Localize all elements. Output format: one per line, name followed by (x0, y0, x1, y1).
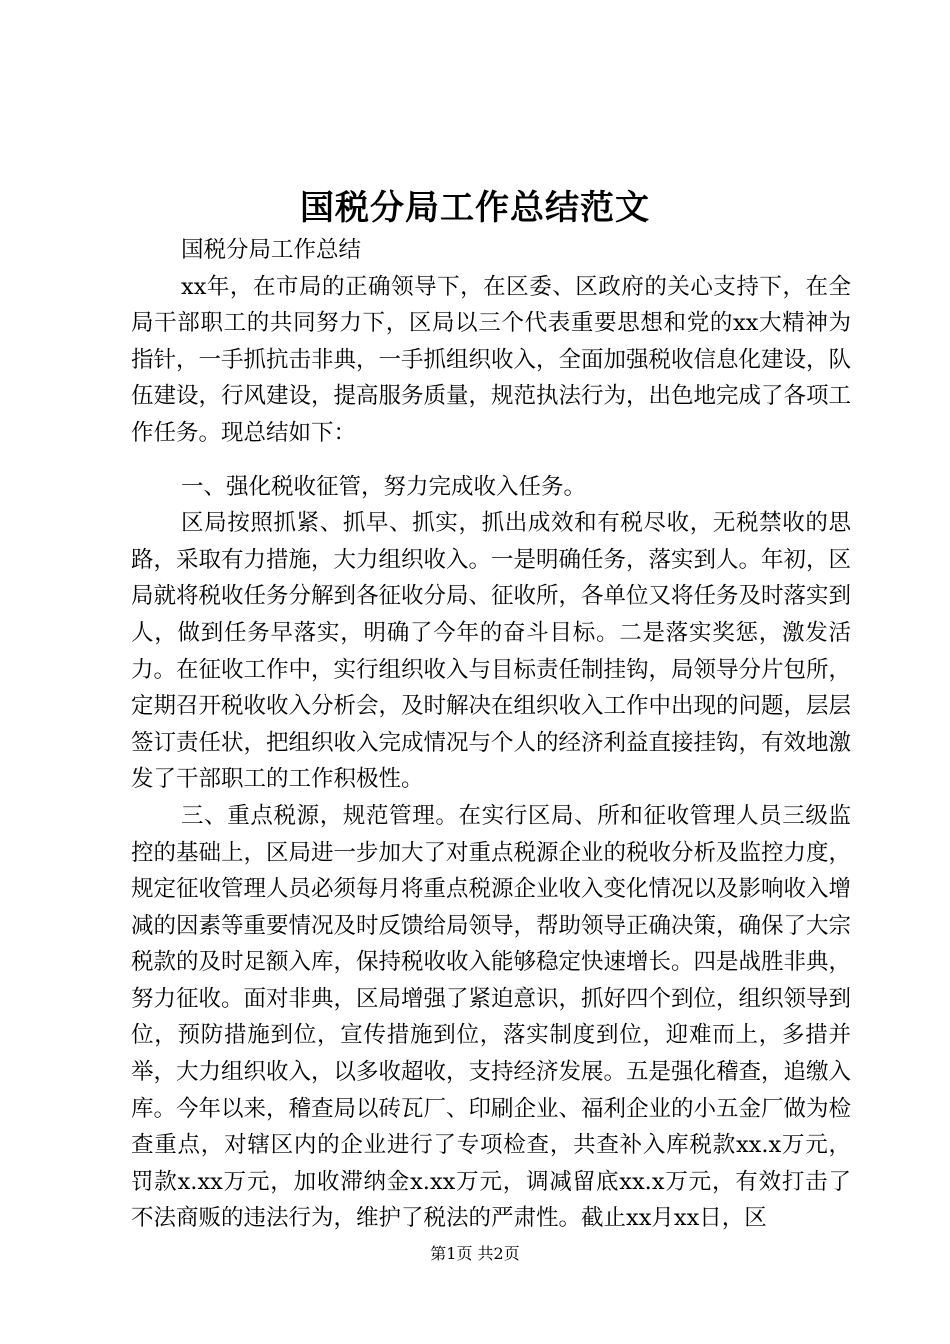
intro-paragraph: xx年，在市局的正确领导下，在区委、区政府的关心支持下，在全局干部职工的共同努力下，区局以三个代表重要思想和党的xx大精神为指针，一手抓抗击非典，一手抓组织收入，全面加强税收信息化建设，队伍建设，行风建设，提高服务质量，规范执法行为，出色地完成了各项工作任务。现总结如下： (131, 273, 852, 446)
document-title: 国税分局工作总结范文 (300, 188, 650, 228)
body-paragraph: 区局按照抓紧、抓早、抓实，抓出成效和有税尽收，无税禁收的思路，采取有力措施，大力组织收入。一是明确任务，落实到人。年初，区局就将税收任务分解到各征收分局、征收所，各单位又将任务及时落实到人，做到任务早落实，明确了今年的奋斗目标。二是落实奖惩，激发活力。在征收工作中，实行组织收入与目标责任制挂钩，局领导分片包所，定期召开税收收入分析会，及时解决在组织收入工作中出现的问题，层层签订责任状，把组织收入完成情况与个人的经济利益直接挂钩，有效地激发了干部职工的工作积极性。 (131, 510, 852, 793)
document-body (131, 232, 851, 1237)
subtitle-paragraph: 国税分局工作总结 (181, 237, 362, 263)
section-heading: 一、强化税收征管，努力完成收入任务。 (181, 473, 587, 500)
body-paragraph: 三、重点税源，规范管理。在实行区局、所和征收管理人员三级监控的基础上，区局进一步加大了对重点税源企业的税收分析及监控力度，规定征收管理人员必须每月将重点税源企业收入变化情况以及影响收入增减的因素等重要情况及时反馈给局领导，帮助领导正确决策，确保了大宗税款的及时足额入库，保持税收收入能够稳定快速增长。四是战胜非典，努力征收。面对非典，区局增强了紧迫意识，抓好四个到位，组织领导到位，预防措施到位，宣传措施到位，落实制度到位，迎难而上，多措并举，大力组织收入，以多收超收，支持经济发展。五是强化稽查，追缴入库。今年以来，稽查局以砖瓦厂、印刷企业、福利企业的小五金厂做为检查重点，对辖区内的企业进行了专项检查，共查补入库税款xx.x万元，罚款x.xx万元，加收滞纳金x.xx万元，调减留底xx.x万元，有效打击了不法商贩的违法行为，维护了税法的严肃性。截止xx月xx日，区 (131, 802, 852, 1232)
page-number-footer: 第1页 共2页 (430, 1244, 520, 1263)
